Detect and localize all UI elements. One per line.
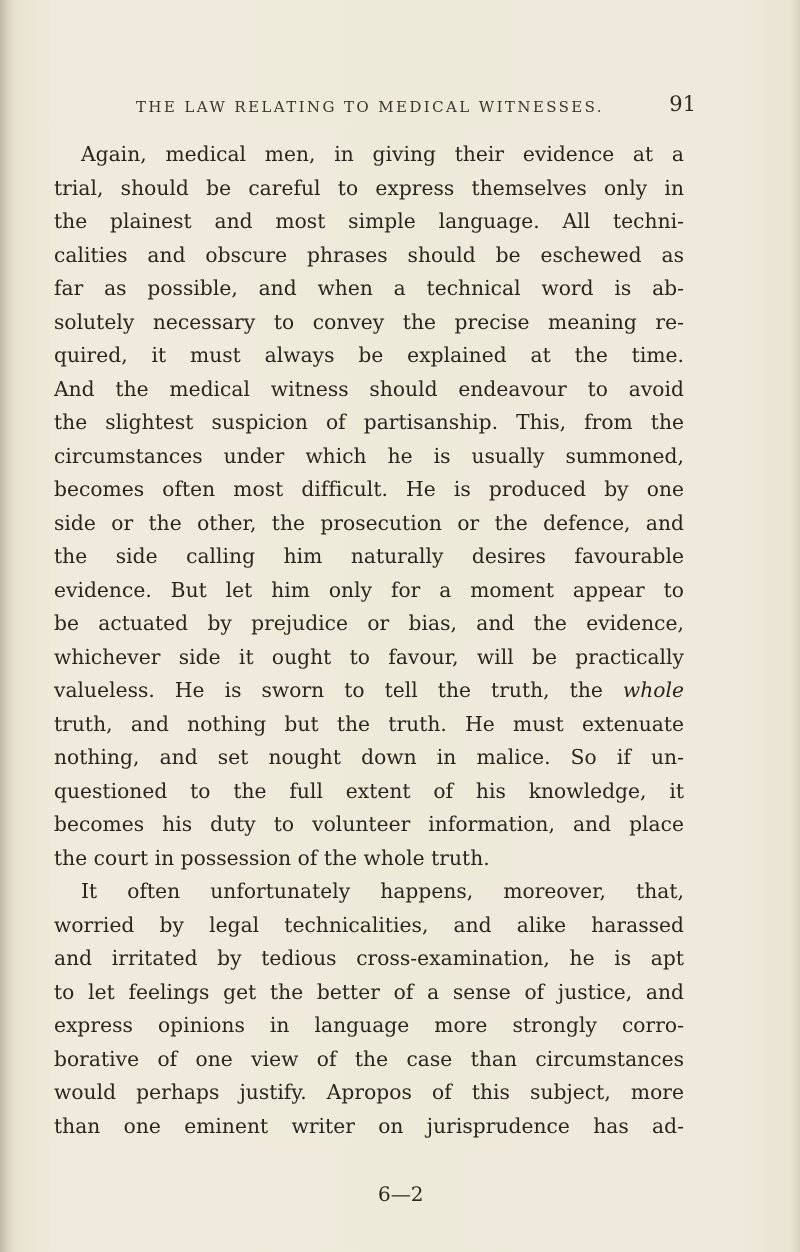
text-line: the side calling him naturally desires favourable [54, 544, 684, 568]
text-line-with-italic [54, 674, 684, 708]
text-line: becomes often most difficult. He is produced by one [54, 477, 684, 501]
text-line: And the medical witness should endeavour to avoid [54, 376, 684, 401]
text-line: than one eminent writer on jurisprudence has ad- [54, 1113, 684, 1138]
text-line: nothing, and set nought down in malice. So if un- [54, 745, 684, 769]
text-line: quired, it must always be explained at the time. [54, 343, 684, 367]
text-segment: valueless. He is sworn to tell the truth, the [54, 678, 623, 702]
body-text [54, 138, 684, 1143]
text-line: to let feelings get the better of a sense of justice, and [54, 979, 684, 1004]
text-line: It often unfortunately happens, moreover, that, [81, 879, 684, 903]
text-line: would perhaps justify. Apropos of this subject, more [54, 1080, 684, 1104]
text-line: circumstances under which he is usually summoned, [54, 443, 684, 468]
binding-shadow [0, 0, 14, 1252]
text-line: calities and obscure phrases should be eschewed as [54, 242, 684, 267]
text-line: be actuated by prejudice or bias, and the evidence, [54, 611, 684, 635]
text-line: trial, should be careful to express themselves only in [54, 175, 684, 200]
running-head [112, 94, 696, 120]
text-line: becomes his duty to volunteer information, and place [54, 812, 684, 836]
text-line: evidence. But let him only for a moment appear to [54, 577, 684, 602]
text-line: the slightest suspicion of partisanship. This, from the [54, 410, 684, 434]
text-line: and irritated by tedious cross-examination, he is apt [54, 946, 684, 970]
text-line: side or the other, the prosecution or the defence, and [54, 510, 684, 535]
text-line: borative of one view of the case than circumstances [54, 1046, 684, 1071]
italic-word: whole [622, 678, 684, 702]
text-line: questioned to the full extent of his knowledge, it [54, 778, 684, 803]
text-line: whichever side it ought to favour, will be practically [54, 644, 684, 669]
page-edge-shadow [790, 0, 800, 1252]
text-line: the court in possession of the whole truth. [54, 845, 490, 870]
text-line: far as possible, and when a technical word is ab- [54, 276, 684, 300]
text-line: truth, and nothing but the truth. He must extenuate [54, 711, 684, 736]
text-line: worried by legal technicalities, and alike harassed [54, 912, 684, 937]
text-line: Again, medical men, in giving their evidence at a [81, 142, 684, 166]
page-number: 91 [669, 92, 696, 116]
running-title: THE LAW RELATING TO MEDICAL WITNESSES. [136, 98, 604, 116]
text-line: the plainest and most simple language. All techni- [54, 209, 684, 233]
text-line: solutely necessary to convey the precise meaning re- [54, 309, 684, 334]
text-line: express opinions in language more strongly corro- [54, 1013, 684, 1037]
signature-mark: 6—2 [378, 1182, 424, 1206]
